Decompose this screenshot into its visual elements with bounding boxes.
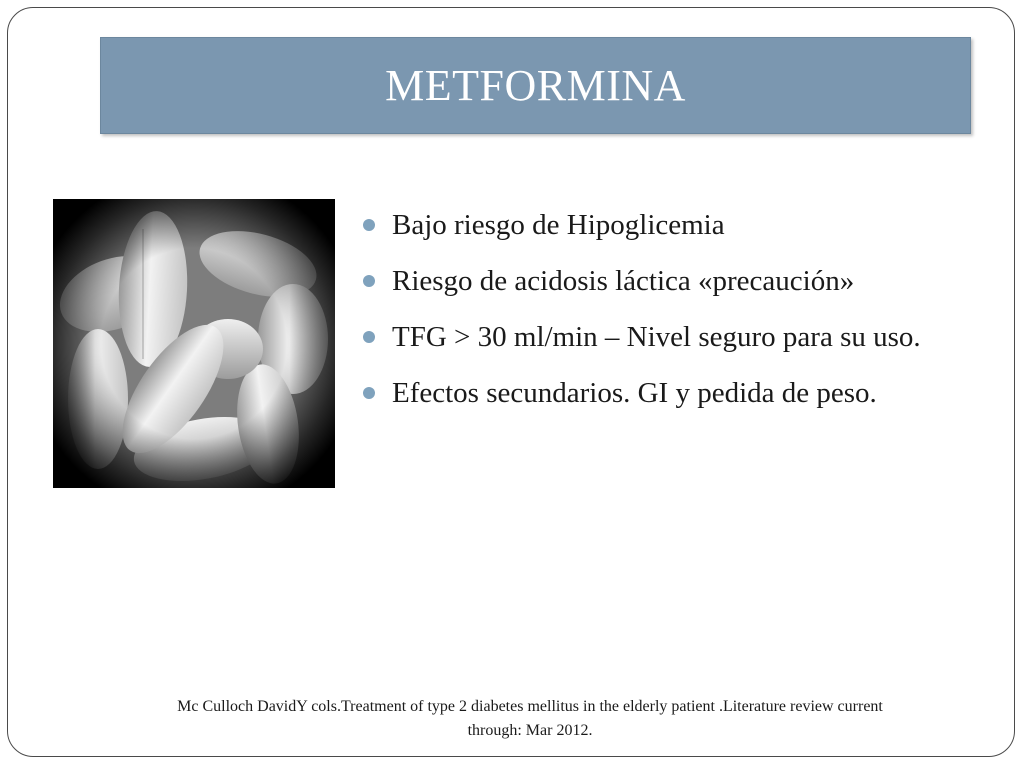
bullet-text: Efectos secundarios. GI y pedida de peso.	[392, 377, 877, 409]
bullet-item	[362, 260, 988, 303]
bullet-text: Riesgo de acidosis láctica «precaución»	[392, 265, 855, 297]
slide-title: METFORMINA	[385, 61, 686, 110]
bullet-item	[362, 204, 988, 247]
bullet-text: Bajo riesgo de Hipoglicemia	[392, 209, 725, 241]
bullet-list	[362, 204, 988, 428]
citation-line-1: Mc Culloch DavidY cols.Treatment of type 2 diabetes mellitus in the elderly patient .Literature review current	[177, 698, 883, 715]
citation-line-2: through: Mar 2012.	[467, 722, 593, 739]
citation	[110, 695, 950, 743]
pills-photo	[53, 199, 335, 488]
bullet-item	[362, 372, 988, 415]
bullet-dot-icon	[363, 387, 375, 399]
bullet-dot-icon	[363, 331, 375, 343]
title-bar	[100, 37, 971, 134]
bullet-dot-icon	[363, 275, 375, 287]
bullet-item	[362, 316, 988, 359]
bullet-text: TFG > 30 ml/min – Nivel seguro para su uso.	[392, 321, 921, 353]
bullet-dot-icon	[363, 219, 375, 231]
